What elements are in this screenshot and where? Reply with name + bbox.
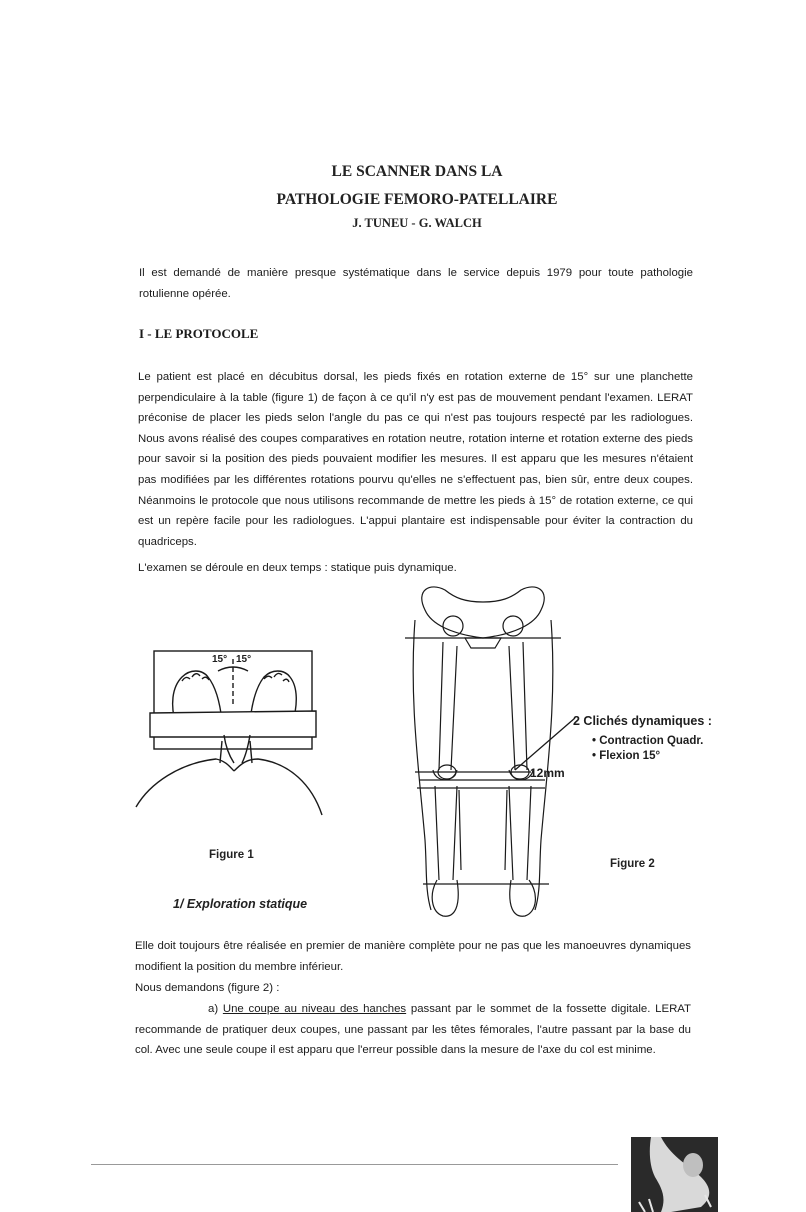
static-request: Nous demandons (figure 2) : xyxy=(135,982,280,994)
dynamic-item-2: • Flexion 15° xyxy=(592,750,661,762)
title-line-2: PATHOLOGIE FEMORO-PATELLAIRE xyxy=(276,191,558,208)
figure-2-illustration xyxy=(395,580,575,925)
protocol-paragraph-2: L'examen se déroule en deux temps : statique puis dynamique. xyxy=(138,562,457,574)
knee-xray-thumbnail xyxy=(631,1137,718,1212)
authors: J. TUNEU - G. WALCH xyxy=(352,216,482,230)
section-heading: I - LE PROTOCOLE xyxy=(139,326,259,341)
item-a-paragraph xyxy=(135,999,691,1061)
title-line-1: LE SCANNER DANS LA xyxy=(331,163,503,180)
item-a-prefix: a) xyxy=(208,1003,223,1015)
intro-paragraph: Il est demandé de manière presque systématique dans le service depuis 1979 pour toute pathologie rotulienne opérée. xyxy=(139,267,693,300)
footer-rule xyxy=(91,1164,618,1165)
item-a-rest: passant par le sommet de la fossette digitale. LERAT recommande de pratiquer deux coupes, une passant par les têtes fémorales, l'autre passant par la base du col. Avec une seule coupe il est apparu que l'erreur possible dans la mesure de l'axe du col est minime. xyxy=(135,1003,692,1057)
figure-1-caption: Figure 1 xyxy=(209,849,254,861)
dynamic-item-1: • Contraction Quadr. xyxy=(592,735,704,747)
dynamic-shots-title: 2 Clichés dynamiques : xyxy=(573,714,712,728)
subsection-heading: 1/ Exploration statique xyxy=(173,897,308,911)
angle-right-label: 15° xyxy=(236,654,252,665)
figure-1-illustration xyxy=(130,645,330,825)
measure-label: 12mm xyxy=(530,766,565,780)
protocol-paragraph: Le patient est placé en décubitus dorsal, les pieds fixés en rotation externe de 15° sur une planchette perpendiculaire à la table (figure 1) de façon à ce qu'il n'y est pas de mouvement pendant l'examen. LERAT préconise de placer les pieds selon l'angle du pas ce qui n'est pas toujours respecté par les radiologues. Nous avons réalisé des coupes comparatives en rotation neutre, rotation interne et rotation externe des pieds pour savoir si la position des pieds pouvaient modifier les mesures. Il est apparu que les mesures n'étaient pas modifiées par les différentes rotations pourvu qu'elles ne s'effectuent pas, bien sûr, entre deux coupes. Néanmoins le protocole que nous utilisons recommande de mettre les pieds à 15° de rotation externe, ce qui est un repère facile pour les radiologues. L'appui plantaire est indispensable pour éviter la contraction du quadriceps. xyxy=(138,371,693,548)
item-a-underlined: Une coupe au niveau des hanches xyxy=(222,1003,407,1015)
angle-left-label: 15° xyxy=(212,654,228,665)
static-paragraph: Elle doit toujours être réalisée en premier de manière complète pour ne pas que les manoeuvres dynamiques modifient la position du membre inférieur. xyxy=(135,940,691,973)
figure-2-caption: Figure 2 xyxy=(610,858,655,870)
